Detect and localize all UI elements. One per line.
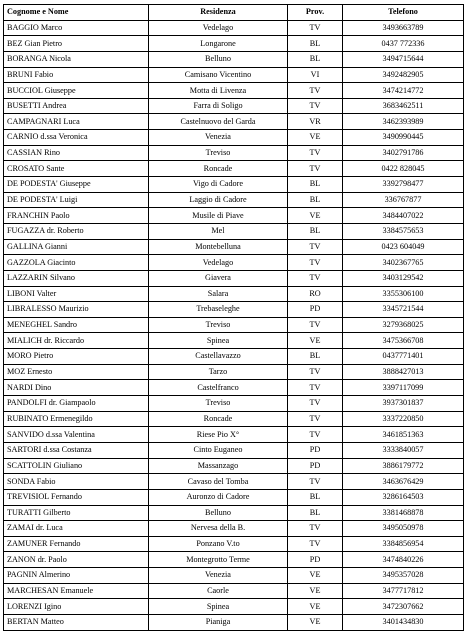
- table-row: [4, 36, 464, 52]
- cell-telefono: 3463676429: [343, 474, 464, 490]
- cell-name: CAMPAGNARI Luca: [4, 114, 149, 130]
- table-row: [4, 145, 464, 161]
- cell-name: LAZZARIN Silvano: [4, 270, 149, 286]
- table-row: [4, 380, 464, 396]
- cell-prov: VE: [288, 583, 343, 599]
- cell-prov: TV: [288, 536, 343, 552]
- cell-telefono: 3384856954: [343, 536, 464, 552]
- cell-name: SARTORI d.ssa Costanza: [4, 442, 149, 458]
- cell-prov: TV: [288, 317, 343, 333]
- cell-prov: BL: [288, 177, 343, 193]
- table-row: [4, 474, 464, 490]
- table-row: [4, 583, 464, 599]
- cell-telefono: 3495357028: [343, 568, 464, 584]
- table-row: [4, 192, 464, 208]
- cell-name: DE PODESTA' Luigi: [4, 192, 149, 208]
- cell-name: TURATTI Gilberto: [4, 505, 149, 521]
- cell-telefono: 3888427013: [343, 364, 464, 380]
- cell-telefono: 3279368025: [343, 317, 464, 333]
- cell-name: GALLINA Gianni: [4, 239, 149, 255]
- cell-residenza: Treviso: [149, 317, 288, 333]
- cell-residenza: Mel: [149, 223, 288, 239]
- cell-prov: BL: [288, 192, 343, 208]
- cell-residenza: Longarone: [149, 36, 288, 52]
- cell-telefono: 3937301837: [343, 396, 464, 412]
- cell-telefono: 3397117099: [343, 380, 464, 396]
- cell-residenza: Castelnuovo del Garda: [149, 114, 288, 130]
- cell-residenza: Vedelago: [149, 20, 288, 36]
- cell-telefono: 3494715644: [343, 51, 464, 67]
- cell-prov: BL: [288, 51, 343, 67]
- cell-prov: TV: [288, 521, 343, 537]
- cell-residenza: Nervesa della B.: [149, 521, 288, 537]
- cell-name: ZANON dr. Paolo: [4, 552, 149, 568]
- cell-prov: BL: [288, 349, 343, 365]
- table-row: [4, 536, 464, 552]
- cell-prov: TV: [288, 239, 343, 255]
- cell-residenza: Treviso: [149, 396, 288, 412]
- cell-residenza: Giavera: [149, 270, 288, 286]
- cell-residenza: Riese Pio X°: [149, 427, 288, 443]
- cell-telefono: 3475366708: [343, 333, 464, 349]
- cell-name: BRUNI Fabio: [4, 67, 149, 83]
- cell-residenza: Venezia: [149, 568, 288, 584]
- cell-residenza: Pianiga: [149, 614, 288, 630]
- cell-prov: TV: [288, 255, 343, 271]
- cell-name: SANVIDO d.ssa Valentina: [4, 427, 149, 443]
- cell-residenza: Camisano Vicentino: [149, 67, 288, 83]
- cell-name: CROSATO Sante: [4, 161, 149, 177]
- cell-residenza: Salara: [149, 286, 288, 302]
- cell-residenza: Castelfranco: [149, 380, 288, 396]
- cell-name: PANDOLFI dr. Giampaolo: [4, 396, 149, 412]
- cell-name: ZAMAI dr. Luca: [4, 521, 149, 537]
- cell-name: FUGAZZA dr. Roberto: [4, 223, 149, 239]
- cell-prov: TV: [288, 427, 343, 443]
- cell-prov: PD: [288, 442, 343, 458]
- cell-telefono: 0437771401: [343, 349, 464, 365]
- table-row: [4, 51, 464, 67]
- cell-telefono: 3403129542: [343, 270, 464, 286]
- cell-telefono: 3333840057: [343, 442, 464, 458]
- cell-telefono: 3490990445: [343, 130, 464, 146]
- cell-residenza: Laggio di Cadore: [149, 192, 288, 208]
- cell-residenza: Vigo di Cadore: [149, 177, 288, 193]
- header-prov: Prov.: [288, 5, 343, 21]
- cell-prov: BL: [288, 223, 343, 239]
- table-row: [4, 505, 464, 521]
- cell-name: TREVISIOL Fernando: [4, 489, 149, 505]
- cell-telefono: 3381468878: [343, 505, 464, 521]
- cell-name: CARNIO d.ssa Veronica: [4, 130, 149, 146]
- table-row: [4, 83, 464, 99]
- cell-name: GAZZOLA Giacinto: [4, 255, 149, 271]
- table-row: [4, 349, 464, 365]
- cell-prov: BL: [288, 489, 343, 505]
- table-row: [4, 614, 464, 630]
- table-row: [4, 521, 464, 537]
- cell-residenza: Cavaso del Tomba: [149, 474, 288, 490]
- cell-telefono: 3495050978: [343, 521, 464, 537]
- table-row: [4, 427, 464, 443]
- table-row: [4, 67, 464, 83]
- table-row: [4, 552, 464, 568]
- table-row: [4, 364, 464, 380]
- cell-prov: PD: [288, 458, 343, 474]
- cell-prov: PD: [288, 302, 343, 318]
- cell-residenza: Belluno: [149, 505, 288, 521]
- cell-prov: TV: [288, 396, 343, 412]
- cell-name: MENEGHEL Sandro: [4, 317, 149, 333]
- table-row: [4, 114, 464, 130]
- cell-telefono: 3384575653: [343, 223, 464, 239]
- table-row: [4, 599, 464, 615]
- cell-name: MORO Pietro: [4, 349, 149, 365]
- table-row: [4, 396, 464, 412]
- cell-residenza: Ponzano V.to: [149, 536, 288, 552]
- cell-name: NARDI Dino: [4, 380, 149, 396]
- cell-residenza: Roncade: [149, 161, 288, 177]
- table-row: [4, 20, 464, 36]
- cell-name: MIALICH dr. Riccardo: [4, 333, 149, 349]
- cell-name: BUSETTI Andrea: [4, 98, 149, 114]
- cell-telefono: 3474840226: [343, 552, 464, 568]
- cell-telefono: 0423 604049: [343, 239, 464, 255]
- cell-residenza: Roncade: [149, 411, 288, 427]
- cell-prov: TV: [288, 145, 343, 161]
- cell-residenza: Tarzo: [149, 364, 288, 380]
- cell-name: BAGGIO Marco: [4, 20, 149, 36]
- header-residenza: Residenza: [149, 5, 288, 21]
- cell-name: RUBINATO Ermenegildo: [4, 411, 149, 427]
- cell-prov: TV: [288, 270, 343, 286]
- table-row: [4, 489, 464, 505]
- cell-residenza: Montebelluna: [149, 239, 288, 255]
- table-row: [4, 177, 464, 193]
- cell-prov: VE: [288, 599, 343, 615]
- cell-prov: TV: [288, 364, 343, 380]
- header-telefono: Telefono: [343, 5, 464, 21]
- cell-telefono: 3402367765: [343, 255, 464, 271]
- cell-prov: VE: [288, 130, 343, 146]
- cell-residenza: Vedelago: [149, 255, 288, 271]
- cell-telefono: 3355306100: [343, 286, 464, 302]
- cell-telefono: 0437 772336: [343, 36, 464, 52]
- table-row: [4, 223, 464, 239]
- cell-prov: VE: [288, 333, 343, 349]
- cell-name: BUCCIOL Giuseppe: [4, 83, 149, 99]
- cell-prov: VE: [288, 208, 343, 224]
- cell-name: FRANCHIN Paolo: [4, 208, 149, 224]
- cell-residenza: Spinea: [149, 599, 288, 615]
- table-row: [4, 302, 464, 318]
- cell-telefono: 3462393989: [343, 114, 464, 130]
- table-row: [4, 208, 464, 224]
- cell-telefono: 336767877: [343, 192, 464, 208]
- cell-telefono: 3477717812: [343, 583, 464, 599]
- cell-name: BERTAN Matteo: [4, 614, 149, 630]
- cell-telefono: 3345721544: [343, 302, 464, 318]
- cell-telefono: 3484407022: [343, 208, 464, 224]
- cell-residenza: Venezia: [149, 130, 288, 146]
- cell-name: LIBONI Valter: [4, 286, 149, 302]
- cell-telefono: 3401434830: [343, 614, 464, 630]
- cell-residenza: Motta di Livenza: [149, 83, 288, 99]
- cell-telefono: 3493663789: [343, 20, 464, 36]
- cell-name: LORENZI Igino: [4, 599, 149, 615]
- cell-residenza: Treviso: [149, 145, 288, 161]
- cell-residenza: Trebaseleghe: [149, 302, 288, 318]
- header-row: [4, 5, 464, 21]
- cell-name: MARCHESAN Emanuele: [4, 583, 149, 599]
- cell-telefono: 0422 828045: [343, 161, 464, 177]
- cell-prov: BL: [288, 505, 343, 521]
- cell-prov: TV: [288, 474, 343, 490]
- cell-residenza: Spinea: [149, 333, 288, 349]
- table-row: [4, 442, 464, 458]
- cell-prov: TV: [288, 161, 343, 177]
- table-row: [4, 568, 464, 584]
- cell-telefono: 3492482905: [343, 67, 464, 83]
- table-row: [4, 98, 464, 114]
- table-row: [4, 333, 464, 349]
- table-row: [4, 411, 464, 427]
- cell-telefono: 3461851363: [343, 427, 464, 443]
- table-row: [4, 255, 464, 271]
- cell-prov: VE: [288, 614, 343, 630]
- table-row: [4, 130, 464, 146]
- cell-telefono: 3392798477: [343, 177, 464, 193]
- cell-prov: TV: [288, 20, 343, 36]
- cell-name: PAGNIN Almerino: [4, 568, 149, 584]
- cell-name: SCATTOLIN Giuliano: [4, 458, 149, 474]
- table-row: [4, 239, 464, 255]
- cell-residenza: Farra di Soligo: [149, 98, 288, 114]
- cell-prov: TV: [288, 83, 343, 99]
- table-row: [4, 161, 464, 177]
- cell-prov: TV: [288, 411, 343, 427]
- cell-residenza: Castellavazzo: [149, 349, 288, 365]
- cell-telefono: 3474214772: [343, 83, 464, 99]
- cell-name: SONDA Fabio: [4, 474, 149, 490]
- cell-prov: VE: [288, 568, 343, 584]
- cell-residenza: Caorle: [149, 583, 288, 599]
- cell-prov: BL: [288, 36, 343, 52]
- cell-name: LIBRALESSO Maurizio: [4, 302, 149, 318]
- cell-prov: TV: [288, 380, 343, 396]
- cell-residenza: Auronzo di Cadore: [149, 489, 288, 505]
- cell-prov: RO: [288, 286, 343, 302]
- cell-telefono: 3683462511: [343, 98, 464, 114]
- cell-telefono: 3286164503: [343, 489, 464, 505]
- cell-name: DE PODESTA' Giuseppe: [4, 177, 149, 193]
- table-row: [4, 317, 464, 333]
- cell-residenza: Musile di Piave: [149, 208, 288, 224]
- cell-name: ZAMUNER Fernando: [4, 536, 149, 552]
- table-row: [4, 270, 464, 286]
- header-cognome-nome: Cognome e Nome: [4, 5, 149, 21]
- cell-residenza: Montegrotto Terme: [149, 552, 288, 568]
- table-row: [4, 458, 464, 474]
- cell-telefono: 3472307662: [343, 599, 464, 615]
- cell-residenza: Cinto Euganeo: [149, 442, 288, 458]
- cell-residenza: Massanzago: [149, 458, 288, 474]
- cell-telefono: 3886179772: [343, 458, 464, 474]
- cell-prov: VI: [288, 67, 343, 83]
- cell-prov: PD: [288, 552, 343, 568]
- cell-residenza: Belluno: [149, 51, 288, 67]
- contacts-table: [3, 4, 464, 631]
- cell-prov: VR: [288, 114, 343, 130]
- cell-name: BORANGA Nicola: [4, 51, 149, 67]
- cell-telefono: 3402791786: [343, 145, 464, 161]
- table-row: [4, 286, 464, 302]
- cell-name: CASSIAN Rino: [4, 145, 149, 161]
- cell-name: MOZ Ernesto: [4, 364, 149, 380]
- cell-telefono: 3337220850: [343, 411, 464, 427]
- cell-name: BEZ Gian Pietro: [4, 36, 149, 52]
- cell-prov: TV: [288, 98, 343, 114]
